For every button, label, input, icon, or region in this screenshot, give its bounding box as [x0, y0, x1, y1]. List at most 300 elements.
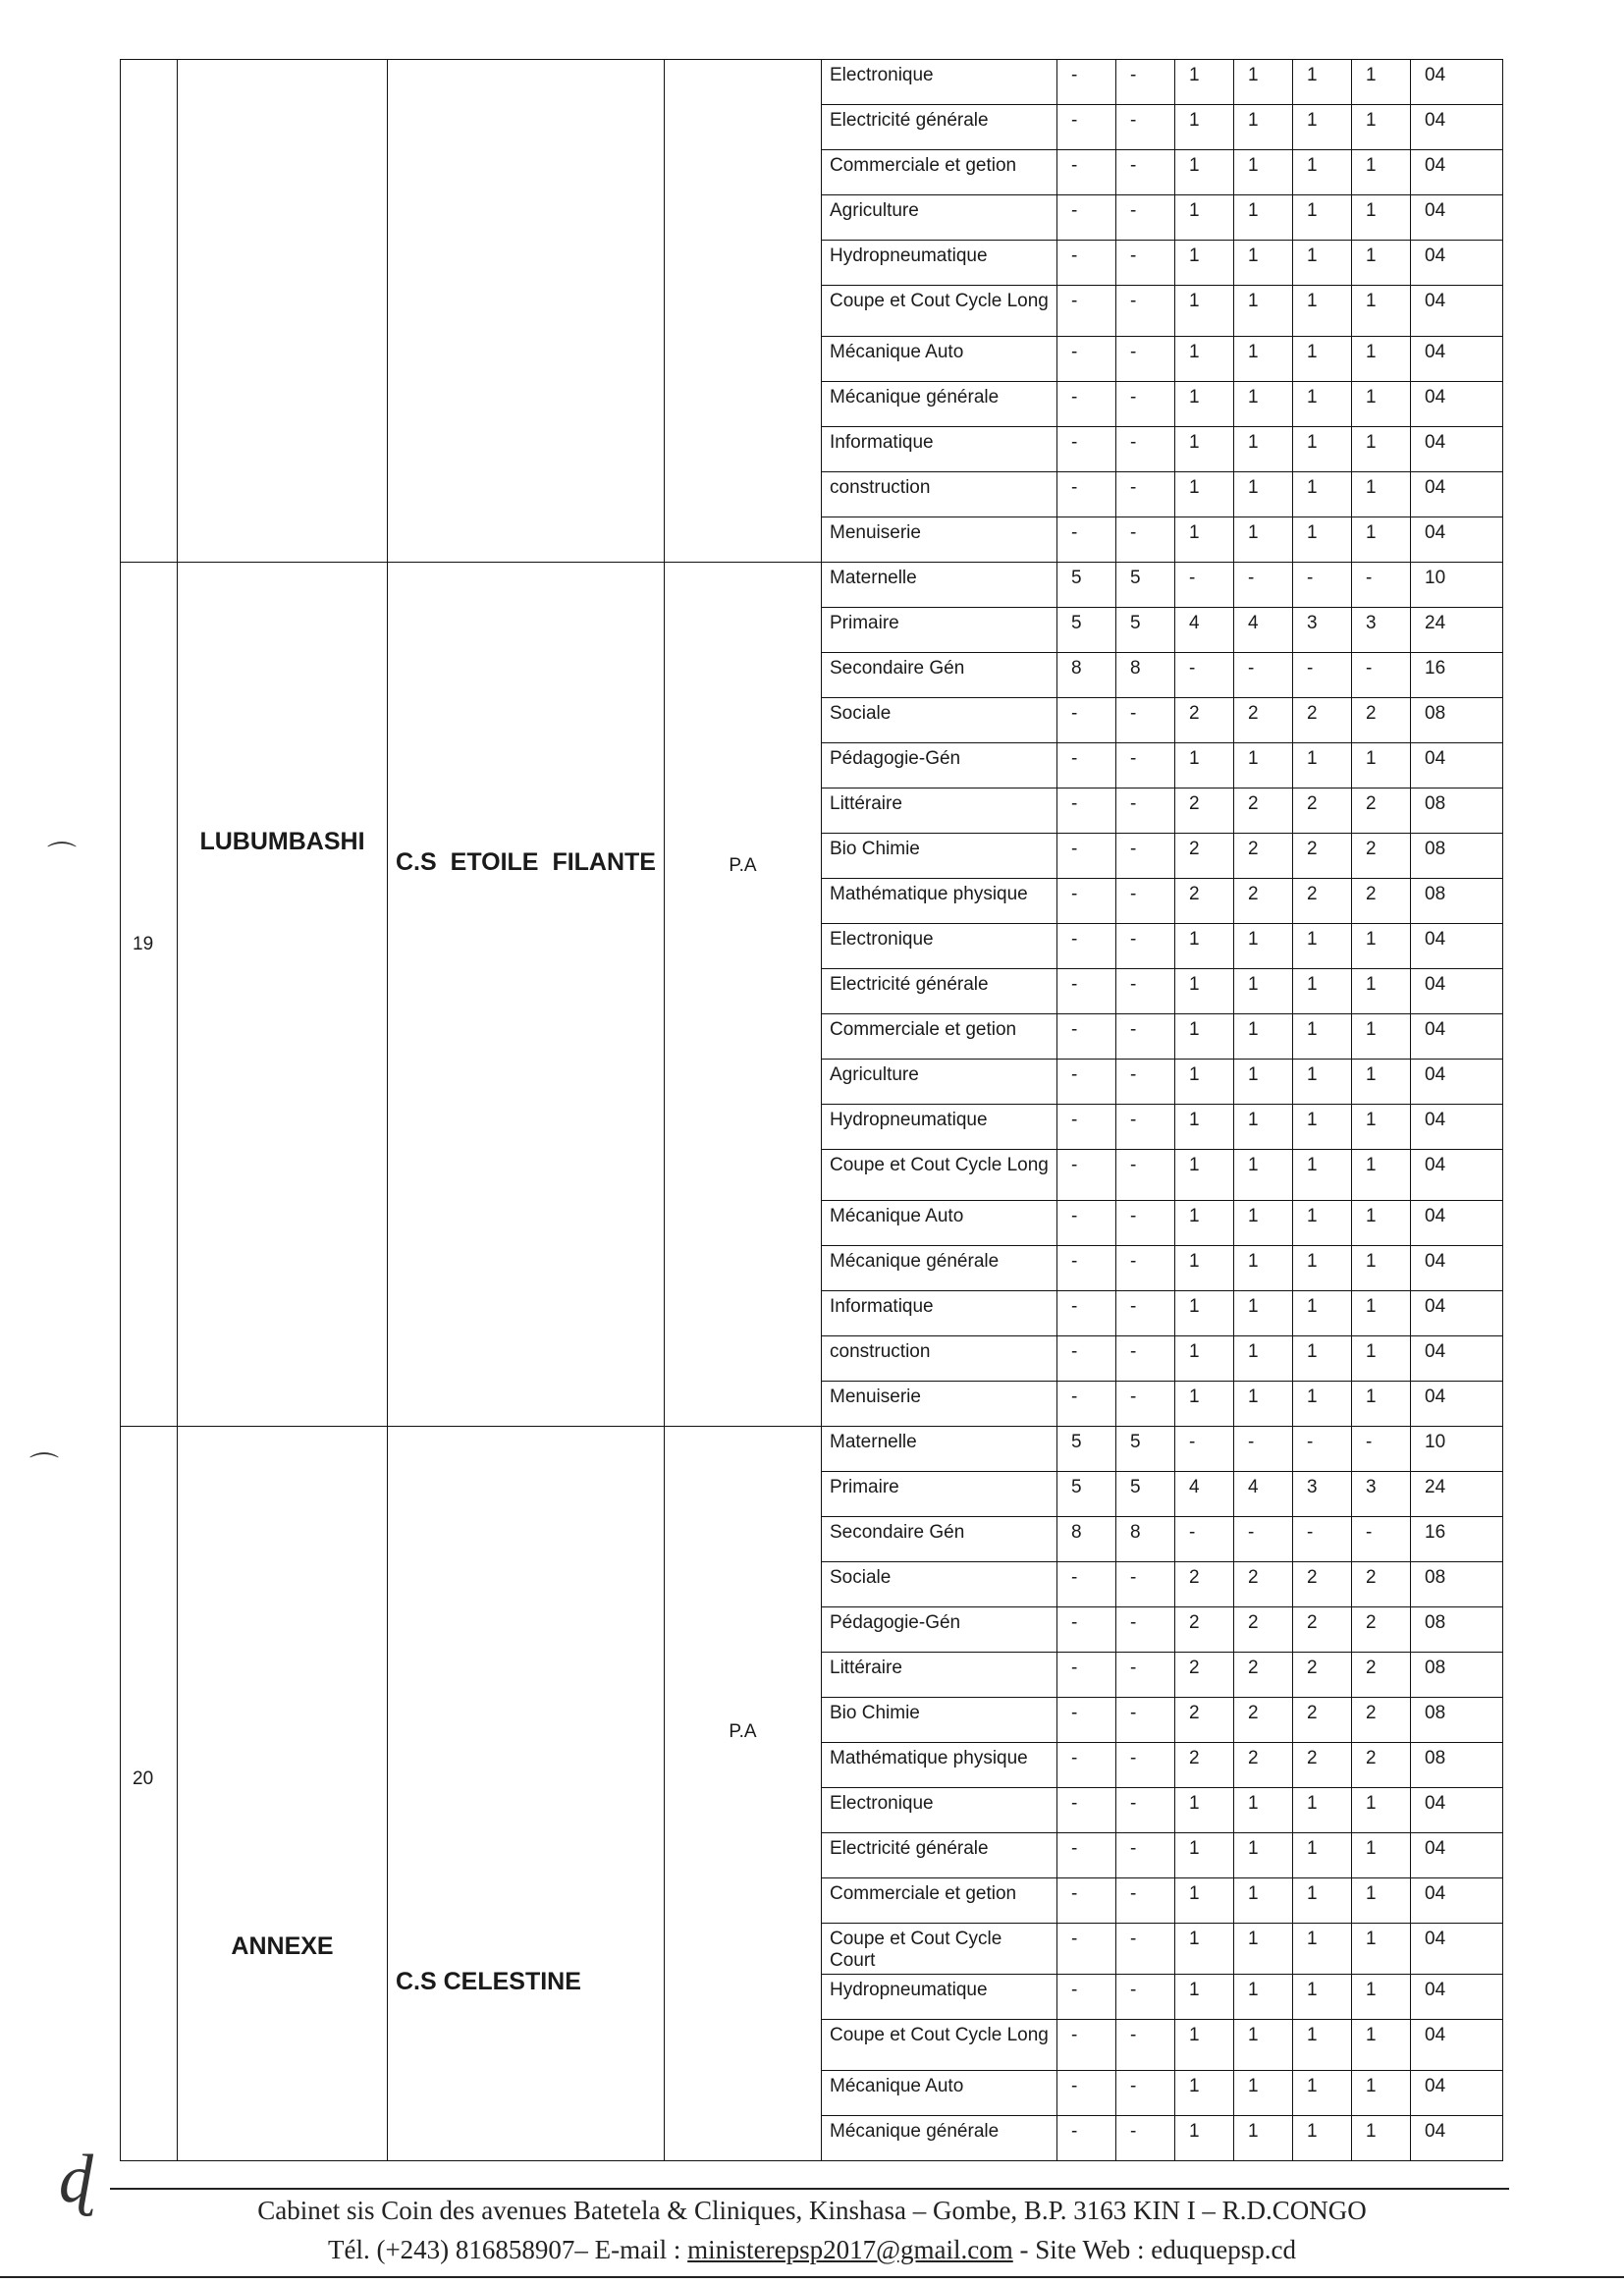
count-cell: - — [1057, 382, 1116, 427]
section-label: Sociale — [822, 698, 1057, 743]
count-cell: - — [1116, 1653, 1175, 1698]
count-cell: 1 — [1352, 517, 1411, 563]
count-cell: 2 — [1293, 698, 1352, 743]
count-cell: 1 — [1175, 105, 1234, 150]
count-cell: 2 — [1234, 1562, 1293, 1607]
count-cell: - — [1057, 1336, 1116, 1382]
count-cell: 1 — [1234, 195, 1293, 241]
footer-email-link[interactable]: ministerepsp2017@gmail.com — [687, 2235, 1013, 2264]
section-label: Mathématique physique — [822, 879, 1057, 924]
count-cell: 1 — [1234, 1878, 1293, 1924]
margin-mark: ⌒ — [29, 1452, 59, 1485]
count-cell: - — [1352, 1427, 1411, 1472]
count-cell: - — [1057, 2020, 1116, 2071]
count-cell: 8 — [1057, 1517, 1116, 1562]
count-cell: 1 — [1234, 2071, 1293, 2116]
total-cell: 10 — [1411, 1427, 1503, 1472]
count-cell: - — [1057, 969, 1116, 1014]
count-cell: - — [1116, 1105, 1175, 1150]
count-cell: 1 — [1175, 382, 1234, 427]
count-cell: 2 — [1293, 834, 1352, 879]
count-cell: 1 — [1293, 1788, 1352, 1833]
total-cell: 08 — [1411, 1743, 1503, 1788]
section-label: Mécanique générale — [822, 2116, 1057, 2161]
total-cell: 04 — [1411, 241, 1503, 286]
count-cell: 1 — [1352, 1924, 1411, 1975]
total-cell: 16 — [1411, 653, 1503, 698]
section-label: Commerciale et getion — [822, 150, 1057, 195]
section-label: Mécanique Auto — [822, 2071, 1057, 2116]
count-cell: 1 — [1234, 1924, 1293, 1975]
count-cell: 1 — [1234, 517, 1293, 563]
count-cell: - — [1116, 743, 1175, 789]
total-cell: 04 — [1411, 150, 1503, 195]
count-cell: - — [1116, 1246, 1175, 1291]
school-cell — [388, 1427, 665, 2161]
count-cell: 1 — [1293, 195, 1352, 241]
section-label: Coupe et Cout Cycle Court — [822, 1924, 1057, 1975]
count-cell: - — [1116, 834, 1175, 879]
count-cell: 1 — [1234, 1788, 1293, 1833]
total-cell: 08 — [1411, 834, 1503, 879]
section-label: Littéraire — [822, 1653, 1057, 1698]
count-cell: 1 — [1175, 286, 1234, 337]
section-label: Primaire — [822, 1472, 1057, 1517]
section-label: Commerciale et getion — [822, 1878, 1057, 1924]
count-cell: - — [1057, 698, 1116, 743]
count-cell: 2 — [1234, 1607, 1293, 1653]
count-cell: 1 — [1234, 743, 1293, 789]
status-cell — [665, 60, 822, 563]
count-cell: 1 — [1352, 1014, 1411, 1060]
count-cell: 1 — [1293, 1833, 1352, 1878]
count-cell: 1 — [1352, 1382, 1411, 1427]
count-cell: 4 — [1175, 1472, 1234, 1517]
count-cell: 1 — [1175, 337, 1234, 382]
count-cell: 1 — [1175, 517, 1234, 563]
section-label: Mécanique générale — [822, 1246, 1057, 1291]
total-cell: 04 — [1411, 1788, 1503, 1833]
status-cell — [665, 563, 822, 1427]
count-cell: 2 — [1234, 789, 1293, 834]
total-cell: 04 — [1411, 1833, 1503, 1878]
total-cell: 04 — [1411, 2116, 1503, 2161]
count-cell: - — [1057, 517, 1116, 563]
total-cell: 04 — [1411, 337, 1503, 382]
count-cell: - — [1116, 517, 1175, 563]
count-cell: - — [1057, 427, 1116, 472]
section-label: Informatique — [822, 427, 1057, 472]
count-cell: - — [1352, 1517, 1411, 1562]
count-cell: - — [1116, 1924, 1175, 1975]
count-cell: 1 — [1352, 1060, 1411, 1105]
count-cell: 1 — [1175, 1150, 1234, 1201]
count-cell: - — [1116, 1607, 1175, 1653]
count-cell: 1 — [1293, 924, 1352, 969]
total-cell: 04 — [1411, 2020, 1503, 2071]
count-cell: - — [1116, 427, 1175, 472]
section-label: Coupe et Cout Cycle Long — [822, 286, 1057, 337]
count-cell: 1 — [1293, 60, 1352, 105]
count-cell: 1 — [1352, 1336, 1411, 1382]
count-cell: 1 — [1293, 472, 1352, 517]
section-label: Electronique — [822, 60, 1057, 105]
count-cell: 1 — [1352, 1201, 1411, 1246]
count-cell: - — [1175, 1427, 1234, 1472]
row-number: 19 — [133, 934, 154, 954]
count-cell: 2 — [1234, 879, 1293, 924]
count-cell: 8 — [1116, 1517, 1175, 1562]
section-label: Agriculture — [822, 1060, 1057, 1105]
count-cell: 1 — [1234, 427, 1293, 472]
footer-bottom-rule — [0, 2276, 1624, 2278]
footer-top-rule — [110, 2188, 1509, 2190]
count-cell: - — [1116, 195, 1175, 241]
count-cell: 3 — [1293, 1472, 1352, 1517]
count-cell: - — [1234, 563, 1293, 608]
count-cell: 1 — [1293, 743, 1352, 789]
count-cell: 2 — [1234, 1698, 1293, 1743]
count-cell: 1 — [1234, 1336, 1293, 1382]
count-cell: 2 — [1352, 834, 1411, 879]
footer-address: Cabinet sis Coin des avenues Batetela & Cliniques, Kinshasa – Gombe, B.P. 3163 KIN I – R.D.CONGO — [257, 2196, 1367, 2225]
count-cell: 1 — [1293, 2071, 1352, 2116]
count-cell: 1 — [1352, 2071, 1411, 2116]
count-cell: 1 — [1293, 517, 1352, 563]
total-cell: 24 — [1411, 1472, 1503, 1517]
section-label: Electronique — [822, 924, 1057, 969]
count-cell: 1 — [1175, 1924, 1234, 1975]
count-cell: 1 — [1293, 150, 1352, 195]
count-cell: 1 — [1293, 1246, 1352, 1291]
count-cell: - — [1057, 1105, 1116, 1150]
count-cell: 5 — [1116, 1472, 1175, 1517]
total-cell: 04 — [1411, 382, 1503, 427]
count-cell: - — [1116, 969, 1175, 1014]
count-cell: 3 — [1352, 1472, 1411, 1517]
section-label: Coupe et Cout Cycle Long — [822, 2020, 1057, 2071]
count-cell: - — [1116, 472, 1175, 517]
count-cell: - — [1057, 924, 1116, 969]
count-cell: 8 — [1057, 653, 1116, 698]
total-cell: 04 — [1411, 924, 1503, 969]
total-cell: 04 — [1411, 1201, 1503, 1246]
count-cell: 4 — [1175, 608, 1234, 653]
row-number-cell — [121, 1427, 178, 2161]
count-cell: 1 — [1293, 105, 1352, 150]
count-cell: 1 — [1175, 472, 1234, 517]
count-cell: - — [1057, 2116, 1116, 2161]
section-label: Mécanique Auto — [822, 337, 1057, 382]
count-cell: 1 — [1293, 1975, 1352, 2020]
count-cell: 1 — [1352, 1246, 1411, 1291]
count-cell: - — [1293, 1427, 1352, 1472]
count-cell: - — [1116, 1014, 1175, 1060]
count-cell: 1 — [1352, 1975, 1411, 2020]
total-cell: 04 — [1411, 60, 1503, 105]
section-label: Pédagogie-Gén — [822, 1607, 1057, 1653]
count-cell: 1 — [1234, 1201, 1293, 1246]
section-label: Informatique — [822, 1291, 1057, 1336]
total-cell: 04 — [1411, 517, 1503, 563]
count-cell: 1 — [1234, 241, 1293, 286]
count-cell: 2 — [1175, 879, 1234, 924]
count-cell: - — [1116, 1743, 1175, 1788]
section-label: construction — [822, 1336, 1057, 1382]
total-cell: 10 — [1411, 563, 1503, 608]
count-cell: - — [1057, 1291, 1116, 1336]
total-cell: 04 — [1411, 1336, 1503, 1382]
section-label: Bio Chimie — [822, 1698, 1057, 1743]
count-cell: - — [1057, 1607, 1116, 1653]
count-cell: 1 — [1234, 105, 1293, 150]
count-cell: - — [1057, 1382, 1116, 1427]
city-name: LUBUMBASHI — [199, 828, 365, 855]
total-cell: 08 — [1411, 698, 1503, 743]
count-cell: 3 — [1352, 608, 1411, 653]
section-label: Secondaire Gén — [822, 653, 1057, 698]
count-cell: - — [1057, 1878, 1116, 1924]
count-cell: - — [1175, 653, 1234, 698]
total-cell: 04 — [1411, 1150, 1503, 1201]
count-cell: - — [1057, 1698, 1116, 1743]
count-cell: - — [1057, 241, 1116, 286]
count-cell: - — [1116, 1833, 1175, 1878]
section-label: Agriculture — [822, 195, 1057, 241]
count-cell: 1 — [1293, 1382, 1352, 1427]
row-number-cell — [121, 60, 178, 563]
count-cell: 1 — [1234, 969, 1293, 1014]
count-cell: 1 — [1175, 60, 1234, 105]
count-cell: - — [1116, 382, 1175, 427]
handwritten-initial-icon: ɖ — [59, 2142, 93, 2217]
count-cell: 1 — [1234, 1382, 1293, 1427]
count-cell: 1 — [1293, 1150, 1352, 1201]
count-cell: 1 — [1175, 1201, 1234, 1246]
total-cell: 04 — [1411, 1246, 1503, 1291]
school-name: C.S ETOILE FILANTE — [396, 848, 656, 876]
count-cell: - — [1057, 1060, 1116, 1105]
count-cell: 1 — [1234, 382, 1293, 427]
total-cell: 04 — [1411, 969, 1503, 1014]
count-cell: 1 — [1352, 195, 1411, 241]
count-cell: - — [1057, 1743, 1116, 1788]
count-cell: 1 — [1234, 1014, 1293, 1060]
count-cell: 1 — [1352, 337, 1411, 382]
count-cell: 5 — [1057, 608, 1116, 653]
count-cell: 2 — [1352, 1653, 1411, 1698]
city-name: ANNEXE — [231, 1932, 334, 1960]
count-cell: - — [1116, 789, 1175, 834]
status-code: P.A — [729, 1721, 757, 1742]
count-cell: 2 — [1175, 789, 1234, 834]
count-cell: 2 — [1234, 1653, 1293, 1698]
count-cell: 1 — [1352, 1291, 1411, 1336]
section-label: Maternelle — [822, 1427, 1057, 1472]
count-cell: 1 — [1234, 1246, 1293, 1291]
total-cell: 04 — [1411, 1878, 1503, 1924]
school-name: C.S CELESTINE — [396, 1968, 581, 1995]
total-cell: 04 — [1411, 105, 1503, 150]
count-cell: - — [1116, 1562, 1175, 1607]
total-cell: 04 — [1411, 1382, 1503, 1427]
count-cell: 1 — [1352, 2116, 1411, 2161]
count-cell: 1 — [1293, 1878, 1352, 1924]
count-cell: 1 — [1293, 382, 1352, 427]
count-cell: - — [1116, 1291, 1175, 1336]
count-cell: - — [1234, 1517, 1293, 1562]
count-cell: - — [1116, 1788, 1175, 1833]
count-cell: 5 — [1116, 608, 1175, 653]
count-cell: 1 — [1293, 241, 1352, 286]
count-cell: - — [1293, 1517, 1352, 1562]
count-cell: 1 — [1175, 1833, 1234, 1878]
count-cell: 1 — [1234, 1291, 1293, 1336]
count-cell: - — [1057, 286, 1116, 337]
count-cell: - — [1057, 1788, 1116, 1833]
count-cell: 1 — [1352, 1105, 1411, 1150]
count-cell: 2 — [1293, 1562, 1352, 1607]
section-label: Menuiserie — [822, 517, 1057, 563]
count-cell: 1 — [1352, 969, 1411, 1014]
city-cell — [178, 60, 388, 563]
section-label: Hydropneumatique — [822, 241, 1057, 286]
count-cell: - — [1057, 1975, 1116, 2020]
total-cell: 04 — [1411, 427, 1503, 472]
count-cell: - — [1057, 879, 1116, 924]
count-cell: - — [1116, 2071, 1175, 2116]
count-cell: - — [1116, 337, 1175, 382]
count-cell: - — [1352, 653, 1411, 698]
count-cell: - — [1057, 1246, 1116, 1291]
count-cell: - — [1116, 1201, 1175, 1246]
count-cell: 1 — [1352, 1833, 1411, 1878]
count-cell: 1 — [1175, 1336, 1234, 1382]
count-cell: 2 — [1234, 1743, 1293, 1788]
count-cell: - — [1234, 653, 1293, 698]
count-cell: - — [1116, 1975, 1175, 2020]
city-cell — [178, 563, 388, 1427]
total-cell: 24 — [1411, 608, 1503, 653]
section-label: Electronique — [822, 1788, 1057, 1833]
count-cell: 1 — [1175, 2116, 1234, 2161]
count-cell: 2 — [1352, 1698, 1411, 1743]
table-row — [121, 60, 1503, 105]
count-cell: - — [1057, 150, 1116, 195]
section-label: Electricité générale — [822, 1833, 1057, 1878]
count-cell: 5 — [1057, 1427, 1116, 1472]
count-cell: 2 — [1234, 834, 1293, 879]
count-cell: 2 — [1352, 1562, 1411, 1607]
count-cell: 2 — [1175, 698, 1234, 743]
count-cell: - — [1116, 105, 1175, 150]
count-cell: - — [1057, 1562, 1116, 1607]
count-cell: 1 — [1234, 150, 1293, 195]
section-label: Sociale — [822, 1562, 1057, 1607]
total-cell: 08 — [1411, 1607, 1503, 1653]
count-cell: - — [1116, 924, 1175, 969]
total-cell: 04 — [1411, 1924, 1503, 1975]
school-options-table — [120, 59, 1503, 2161]
section-label: Mathématique physique — [822, 1743, 1057, 1788]
count-cell: 8 — [1116, 653, 1175, 698]
status-code: P.A — [729, 855, 757, 876]
count-cell: 5 — [1057, 563, 1116, 608]
total-cell: 04 — [1411, 1014, 1503, 1060]
count-cell: 1 — [1352, 427, 1411, 472]
count-cell: 1 — [1352, 60, 1411, 105]
count-cell: - — [1057, 1201, 1116, 1246]
section-label: Commerciale et getion — [822, 1014, 1057, 1060]
count-cell: - — [1116, 1060, 1175, 1105]
count-cell: 1 — [1175, 241, 1234, 286]
count-cell: 1 — [1234, 337, 1293, 382]
count-cell: 2 — [1175, 1743, 1234, 1788]
count-cell: 1 — [1175, 1382, 1234, 1427]
footer-phone: Tél. (+243) 816858907– E-mail : — [327, 2235, 688, 2264]
count-cell: 1 — [1352, 286, 1411, 337]
count-cell: 1 — [1175, 1878, 1234, 1924]
count-cell: 1 — [1352, 924, 1411, 969]
count-cell: 3 — [1293, 608, 1352, 653]
section-label: Electricité générale — [822, 105, 1057, 150]
count-cell: 2 — [1293, 1698, 1352, 1743]
count-cell: 1 — [1234, 1975, 1293, 2020]
status-cell — [665, 1427, 822, 2161]
footer-contact — [0, 2235, 1624, 2265]
count-cell: 1 — [1234, 286, 1293, 337]
total-cell: 04 — [1411, 2071, 1503, 2116]
count-cell: 4 — [1234, 1472, 1293, 1517]
count-cell: 1 — [1175, 1975, 1234, 2020]
total-cell: 08 — [1411, 1653, 1503, 1698]
count-cell: - — [1057, 834, 1116, 879]
count-cell: 4 — [1234, 608, 1293, 653]
count-cell: 2 — [1352, 789, 1411, 834]
count-cell: - — [1057, 195, 1116, 241]
table-row — [121, 563, 1503, 608]
total-cell: 08 — [1411, 1698, 1503, 1743]
section-label: Primaire — [822, 608, 1057, 653]
total-cell: 16 — [1411, 1517, 1503, 1562]
count-cell: 1 — [1293, 286, 1352, 337]
count-cell: 5 — [1057, 1472, 1116, 1517]
count-cell: - — [1057, 60, 1116, 105]
count-cell: 1 — [1234, 1150, 1293, 1201]
count-cell: 1 — [1175, 150, 1234, 195]
count-cell: 2 — [1175, 834, 1234, 879]
count-cell: - — [1116, 2020, 1175, 2071]
count-cell: - — [1116, 241, 1175, 286]
footer-website: - Site Web : eduquepsp.cd — [1012, 2235, 1297, 2264]
count-cell: - — [1116, 286, 1175, 337]
section-label: Hydropneumatique — [822, 1105, 1057, 1150]
section-label: Mécanique générale — [822, 382, 1057, 427]
row-number: 20 — [133, 1768, 154, 1789]
count-cell: - — [1175, 1517, 1234, 1562]
count-cell: 1 — [1175, 195, 1234, 241]
count-cell: 1 — [1175, 1246, 1234, 1291]
count-cell: - — [1057, 2071, 1116, 2116]
section-label: Electricité générale — [822, 969, 1057, 1014]
count-cell: 1 — [1352, 1150, 1411, 1201]
total-cell: 04 — [1411, 1975, 1503, 2020]
count-cell: 1 — [1293, 1336, 1352, 1382]
count-cell: - — [1116, 60, 1175, 105]
section-label: Menuiserie — [822, 1382, 1057, 1427]
school-cell — [388, 563, 665, 1427]
count-cell: 1 — [1175, 924, 1234, 969]
